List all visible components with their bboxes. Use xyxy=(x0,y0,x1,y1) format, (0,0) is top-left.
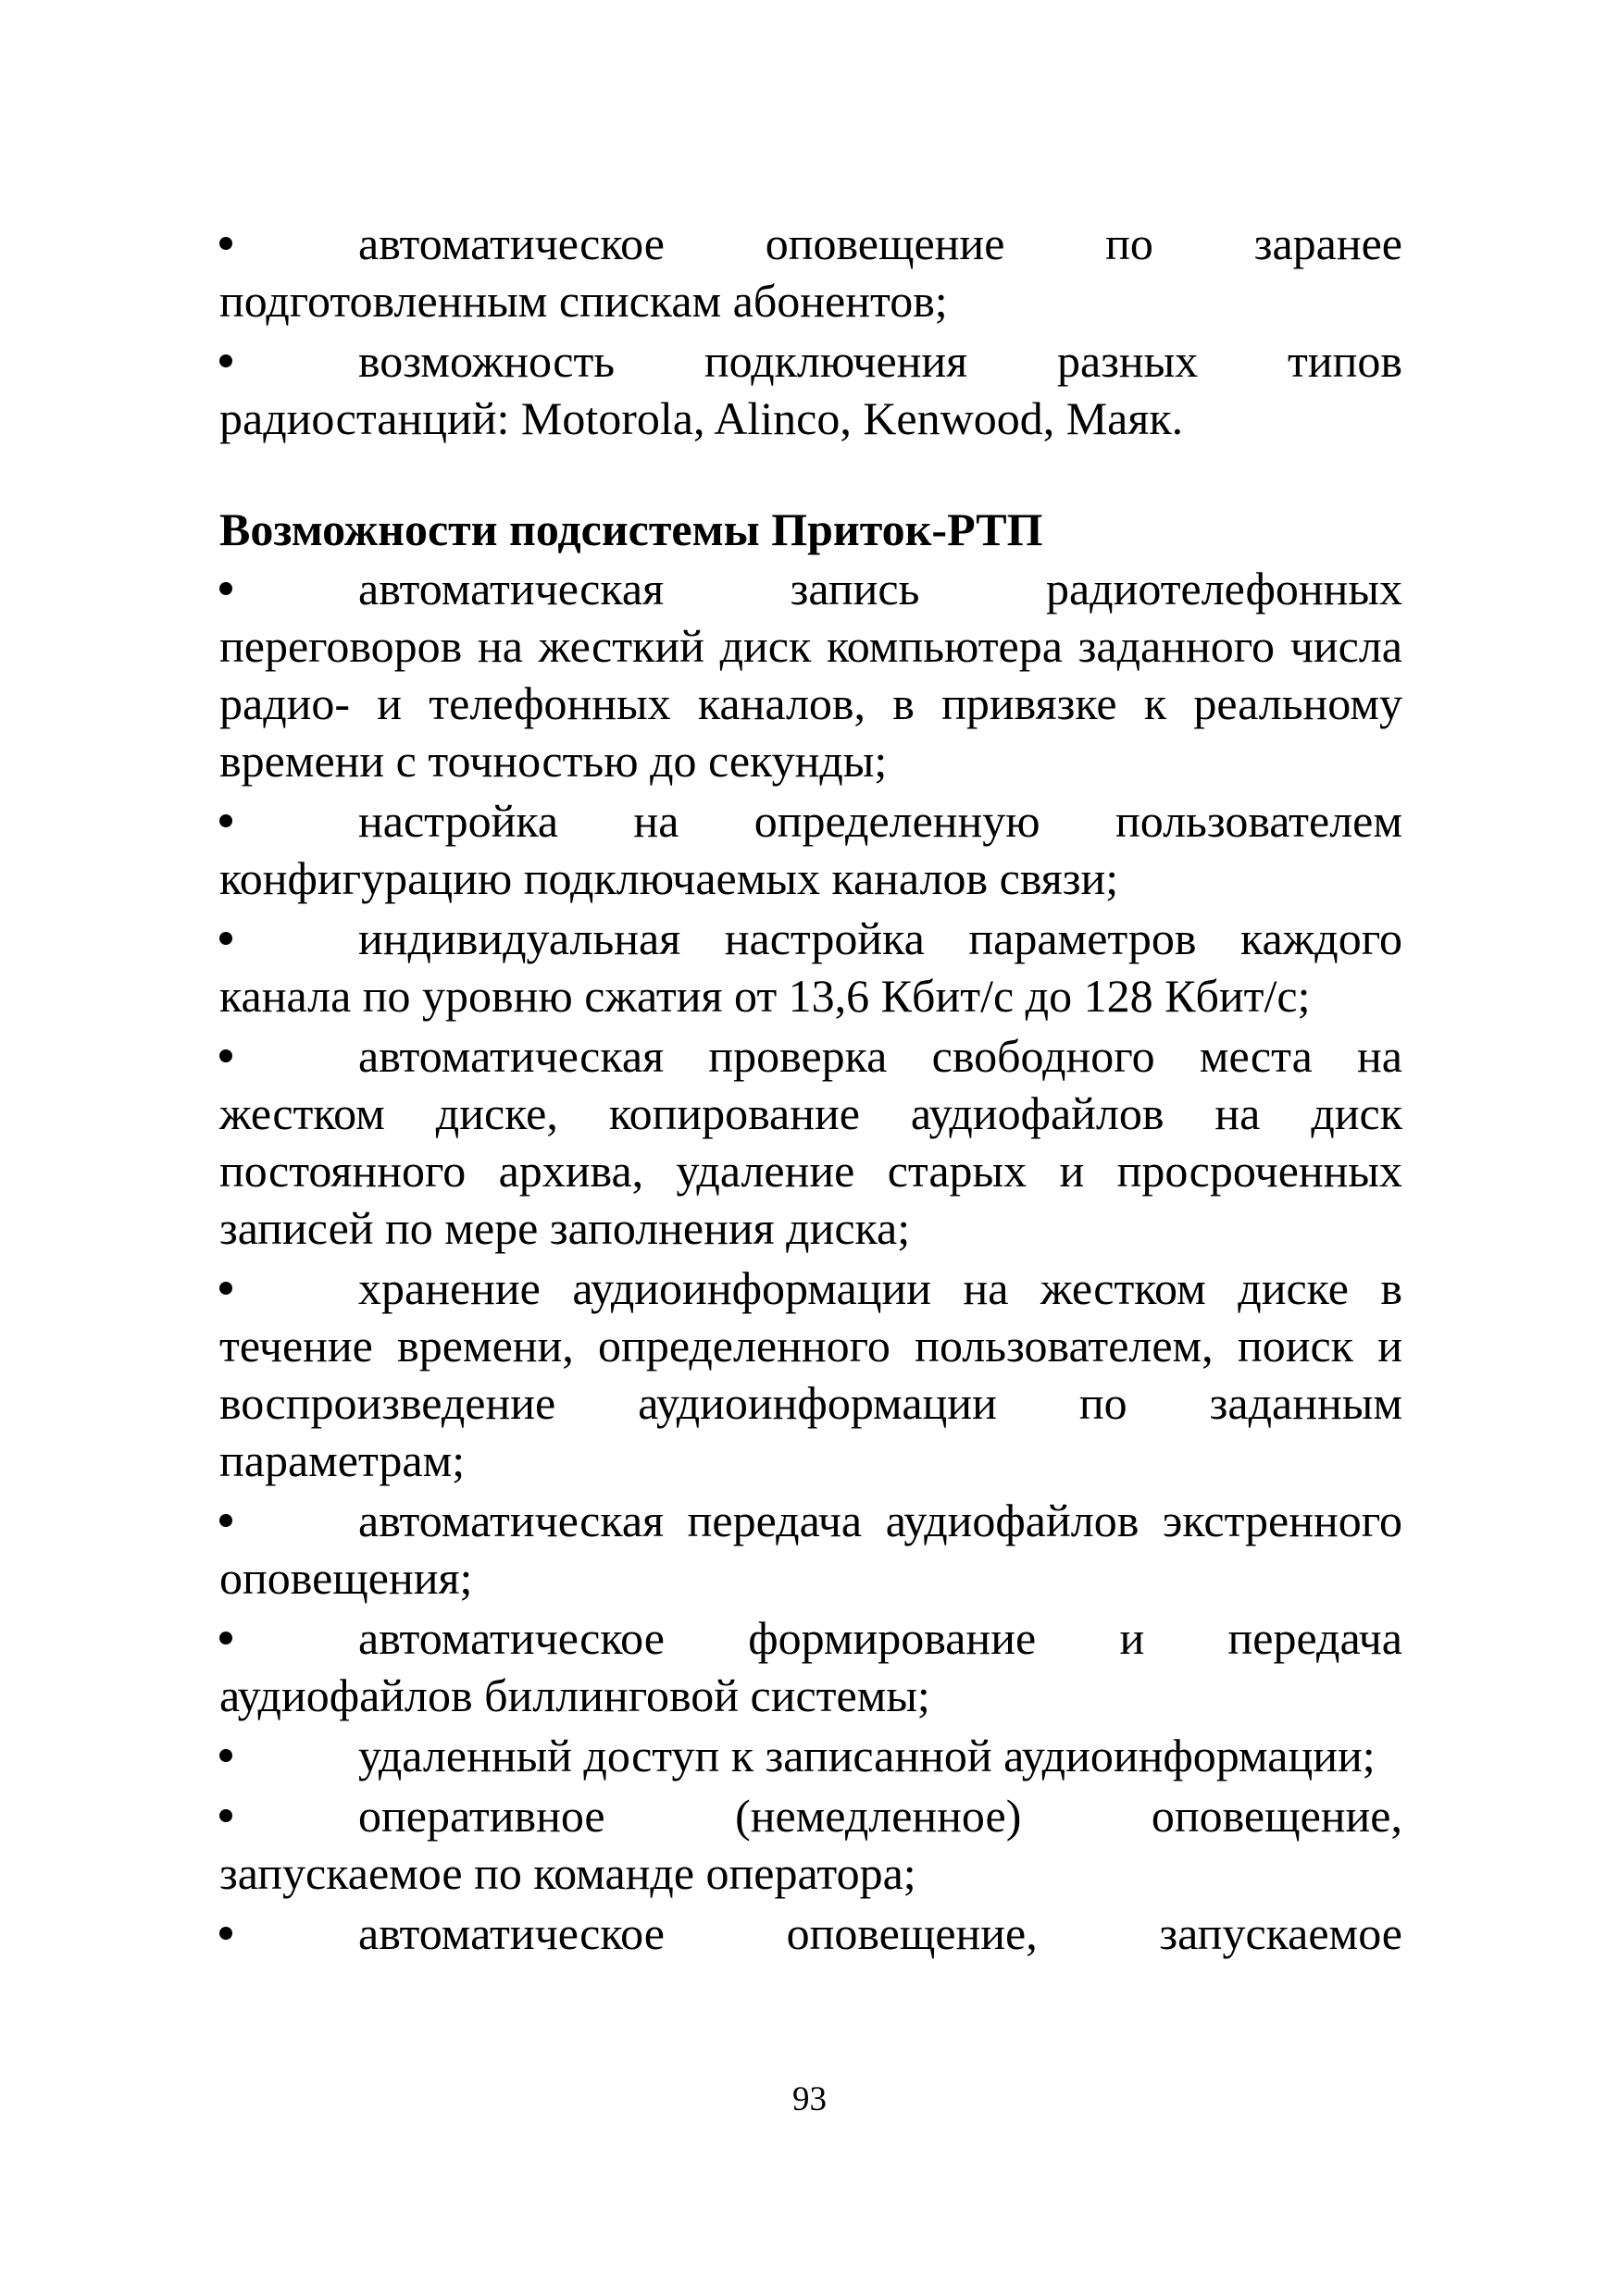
list-item: удаленный доступ к записанной аудиоинформации; xyxy=(219,1727,1402,1784)
list-item: возможность подключения разных типов радиостанций: Motorola, Alinco, Kenwood, Маяк. xyxy=(219,332,1402,447)
list-item: автоматическая запись радиотелефонных переговоров на жесткий диск компьютера заданного числа радио- и телефонных каналов, в привязке к реальному времени с точностью до секунды; xyxy=(219,560,1402,789)
page-content xyxy=(219,215,1402,1965)
list-item: автоматическое оповещение, запускаемое xyxy=(219,1905,1402,1962)
list-item: автоматическая передача аудиофайлов экстренного оповещения; xyxy=(219,1492,1402,1607)
list-item: автоматическая проверка свободного места на жестком диске, копирование аудиофайлов на диск постоянного архива, удаление старых и просроченных записей по мере заполнения диска; xyxy=(219,1027,1402,1257)
page-number: 93 xyxy=(792,2080,827,2118)
section-heading: Возможности подсистемы Приток-РТП xyxy=(219,503,1043,555)
list-item: настройка на определенную пользователем конфигурацию подключаемых каналов связи; xyxy=(219,792,1402,907)
list-item: хранение аудиоинформации на жестком диске в течение времени, определенного пользователем, поиск и воспроизведение аудиоинформации по заданным параметрам; xyxy=(219,1260,1402,1489)
list-item: автоматическое формирование и передача аудиофайлов биллинговой системы; xyxy=(219,1609,1402,1724)
list-item: индивидуальная настройка параметров каждого канала по уровню сжатия от 13,6 Кбит/с до 128 Кбит/с; xyxy=(219,910,1402,1024)
list-item: оперативное (немедленное) оповещение, запускаемое по команде оператора; xyxy=(219,1787,1402,1902)
list-item: автоматическое оповещение по заранее подготовленным спискам абонентов; xyxy=(219,215,1402,329)
